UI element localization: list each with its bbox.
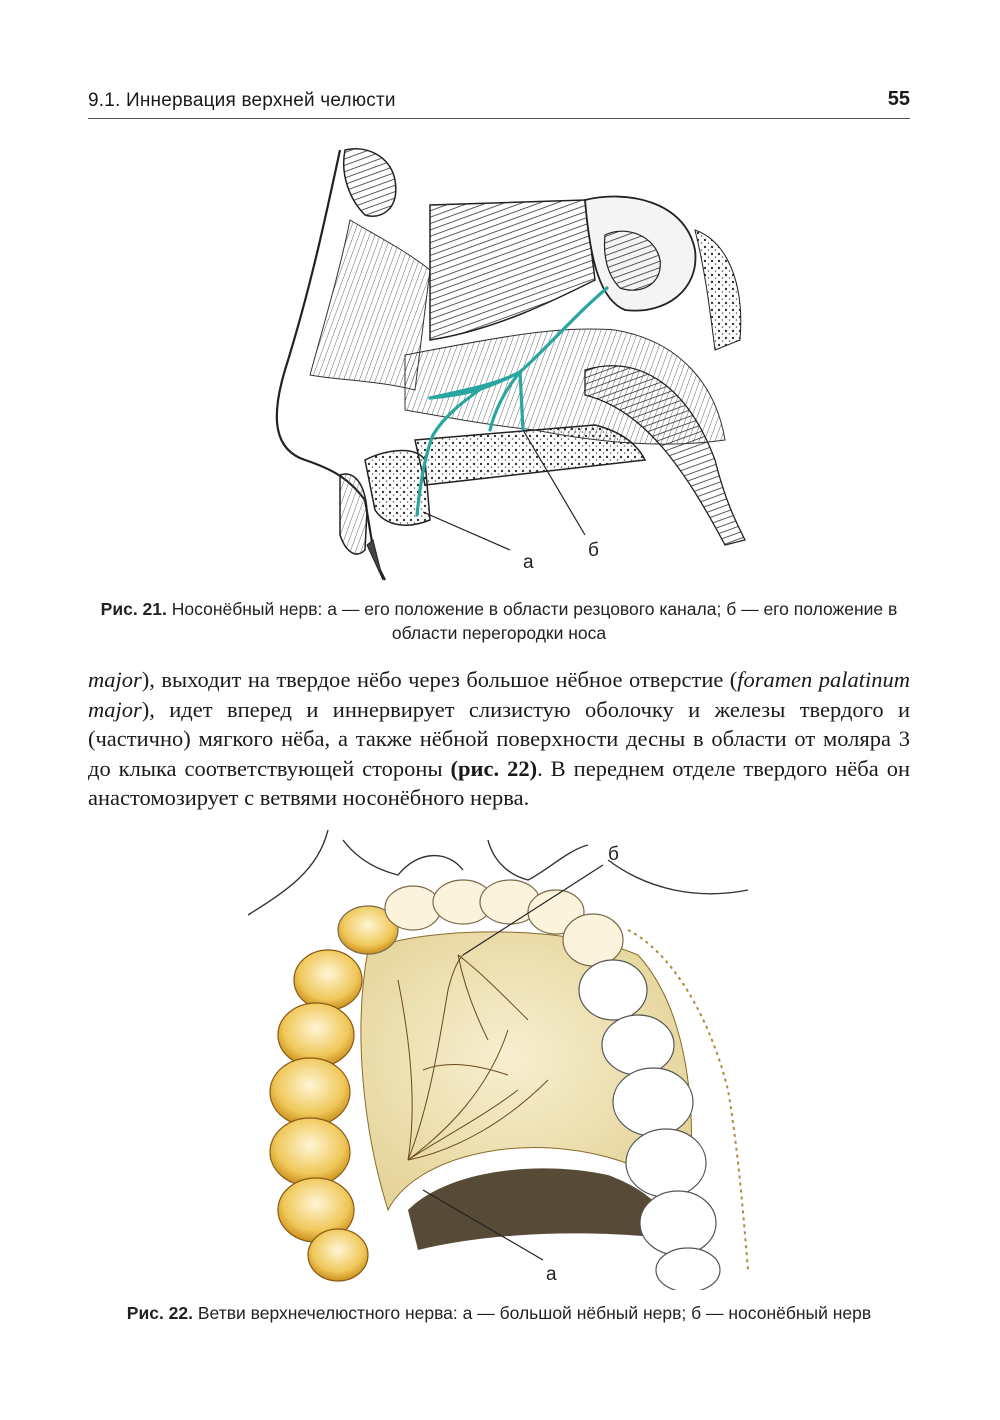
figure-22 bbox=[248, 830, 758, 1290]
figure-22-caption-number: Рис. 22. bbox=[126, 1303, 193, 1323]
page-number: 55 bbox=[887, 88, 910, 110]
left-teeth bbox=[270, 950, 368, 1281]
running-head bbox=[88, 88, 910, 118]
header-rule bbox=[88, 118, 910, 119]
section-title: 9.1. Иннервация верхней челюсти bbox=[88, 90, 396, 111]
figure-21-caption-number: Рис. 21. bbox=[100, 599, 167, 619]
body-term-foramen: foramen palatinum major bbox=[88, 667, 910, 722]
figure-22-caption-text: Ветви верхнечелюстного нерва: а — большой нёбный нерв; б — носонёбный нерв bbox=[197, 1303, 872, 1323]
figure-22-label-a: а bbox=[546, 1264, 557, 1285]
body-figure-ref: (рис. 22) bbox=[450, 755, 538, 781]
body-text-3: . В переднем отделе твердого нёба он анастомозирует с ветвями носонёбного нерва. bbox=[88, 755, 910, 810]
figure-21 bbox=[255, 140, 755, 585]
figure-22-illustration bbox=[248, 830, 758, 1290]
body-text-2: ), идет вперед и иннервирует слизистую оболочку и железы твердого и (частично) мягкого нёба, а также нёбной поверхности десны в области от моляра 3 до клыка соответствующей стороны bbox=[88, 696, 910, 781]
figure-21-caption bbox=[88, 597, 910, 645]
figure-21-caption-text: Носонёбный нерв: а — его положение в области резцового канала; б — его положение в области перегородки носа bbox=[171, 599, 898, 643]
body-paragraph bbox=[88, 665, 910, 813]
figure-22-caption bbox=[88, 1301, 910, 1325]
body-text-1: ), выходит на твердое нёбо через большое нёбное отверстие ( bbox=[141, 667, 738, 692]
figure-21-label-b: б bbox=[588, 540, 599, 561]
figure-21-illustration bbox=[255, 140, 755, 585]
figure-21-label-a: а bbox=[523, 552, 534, 573]
body-term-major: major bbox=[88, 667, 142, 692]
figure-22-label-b: б bbox=[608, 844, 619, 865]
